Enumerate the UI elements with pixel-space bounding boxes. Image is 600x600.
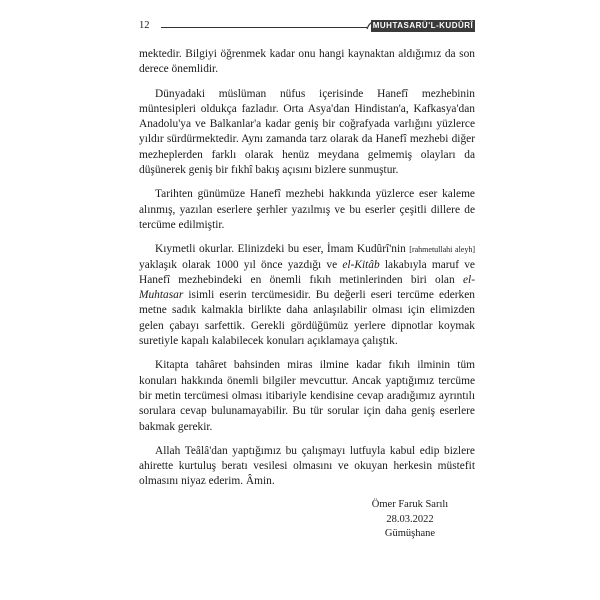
text-run: Kıymetli okurlar. Elinizdeki bu eser, İmam Kudûrî'nin xyxy=(155,243,410,256)
text-run: lakabıyla maruf ve Hanefî mezhebindeki en önemli fıkıh metinlerinden biri olan xyxy=(139,258,475,286)
body-text xyxy=(139,47,475,499)
book-title-band: MUHTASARÜ'L-KUDÛRÎ xyxy=(372,21,474,30)
paragraph: Dünyadaki müslüman nüfus içerisinde Hanefî mezhebinin müntesipleri oldukça fazladır. Orta Asya'dan Hindistan'a, Kafkasya'dan Anadolu'ya ve Balkanlar'a kadar geniş bir coğrafyada varlığını yüzlerce yıldır sürdürmektedir. Aynı zamanda tarz olarak da Hanefî mezhebi diğer mezheplerden farklı olarak henüz meydana gelmemiş olayları da düşünerek geniş bir fıkhî bakış açısını bizlere sunmuştur. xyxy=(139,87,475,177)
author-name: Ömer Faruk Sarılı xyxy=(371,499,449,510)
signature-place: Gümüşhane xyxy=(384,528,436,539)
paragraph: Kitapta tahâret bahsinden miras ilmine kadar fıkıh ilminin tüm konuları hakkında önemli bilgiler mevcuttur. Ancak yaptığımız tercüme bir metin tercümesi olması itibariyle kendisine cevap aradığımız ayrıntılı sorulara cevap bulunamayabilir. Bu tür sorular için daha geniş eserlere bakmak gerekir. xyxy=(139,359,475,433)
paragraph: mektedir. Bilgiyi öğrenmek kadar onu hangi kaynaktan aldığımız da son derece önemlidir. xyxy=(139,48,475,76)
text-run: isimli eserin tercümesidir. Bu değerli eseri tercüme ederken metne sadık kalmakla birlikte daha anlaşılabilir olması için elimizden gelen çabayı sarfettik. Gerekli gördüğümüz yerlere dipnotlar koymak suretiyle kapalı kalabilecek konuları açıklamaya çalıştık. xyxy=(139,289,475,348)
honorific-note: [rahmetullahi aleyh] xyxy=(409,245,476,255)
page-number: 12 xyxy=(139,20,150,31)
header-rule xyxy=(161,27,367,28)
running-header xyxy=(139,18,475,34)
paragraph: Tarihten günümüze Hanefî mezhebi hakkında yüzlerce eser kaleme alınmış, yazılan eserlere şerhler yazılmış ve bu eserler çeşitli dillere de tercüme edilmiştir. xyxy=(139,188,475,231)
paragraph xyxy=(139,242,475,349)
paragraph: Allah Teâlâ'dan yaptığımız bu çalışmayı lutfuyla kabul edip bizlere ahirette kurtuluş beratı vesilesi olmasını ve okuyan herkesin müstefit olmasını niyaz ederim. Âmin. xyxy=(139,444,475,488)
signature-date: 28.03.2022 xyxy=(386,513,434,525)
text-run: yaklaşık olarak 1000 yıl önce yazdığı ve xyxy=(139,258,343,271)
book-name-italic: el-Kitâb xyxy=(342,258,380,271)
signature-block xyxy=(355,498,465,542)
book-name-italic: el-Muhtasar xyxy=(139,273,475,302)
